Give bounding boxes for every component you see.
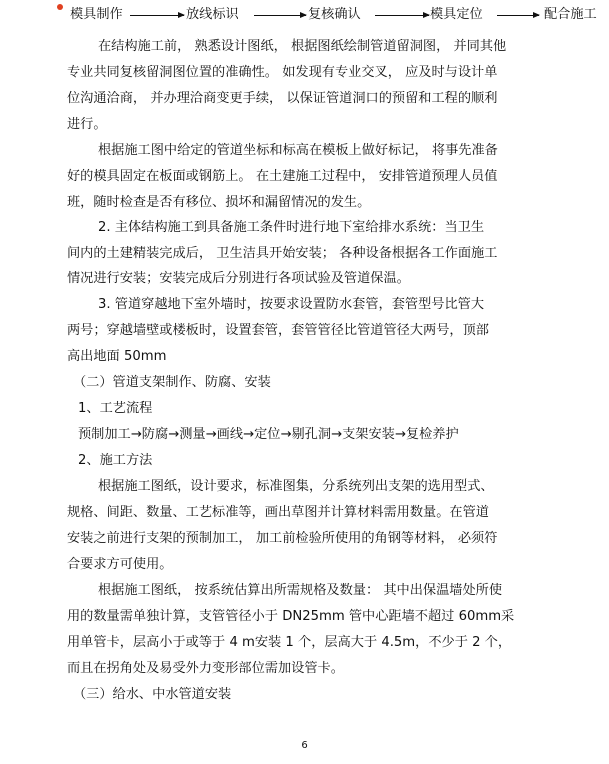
text-line: 根据施工图纸，设计要求，标准图集，分系统列出支架的选用型式、 xyxy=(98,479,494,494)
arrow-right-icon xyxy=(497,15,539,16)
flow-step: 配合施工 xyxy=(544,7,597,22)
corner-mark xyxy=(57,4,63,10)
text-line: 在结构施工前， 熟悉设计图纸， 根据图纸绘制管道留洞图， 并同其他 xyxy=(98,39,507,54)
section-heading: （三）给水、中水管道安装 xyxy=(73,687,232,702)
subsection-heading: 1、工艺流程 xyxy=(78,401,153,416)
text-line: 2. 主体结构施工到具备施工条件时进行地下室给排水系统：当卫生 xyxy=(98,220,485,235)
text-line: 用单管卡，层高小于或等于 4 m安装 1 个，层高大于 4.5m，不少于 2 个， xyxy=(67,635,512,650)
flow-step: 复核确认 xyxy=(308,7,361,22)
text-line: 情况进行安装；安装完成后分别进行各项试验及管道保温。 xyxy=(67,271,410,286)
arrow-right-icon xyxy=(375,15,429,16)
arrow-right-icon xyxy=(254,15,306,16)
text-line: 班，随时检查是否有移位、损坏和漏留情况的发生。 xyxy=(67,195,371,210)
flow-step: 放线标识 xyxy=(186,7,239,22)
text-line: 两号；穿越墙壁或楼板时，设置套管，套管管径比管道管径大两号，顶部 xyxy=(67,323,489,338)
arrow-right-icon xyxy=(130,15,184,16)
text-line: 专业共同复核留洞图位置的准确性。 如发现有专业交叉， 应及时与设计单 xyxy=(67,65,498,80)
text-line: 预制加工→防腐→测量→画线→定位→剔孔洞→支架安装→复检养护 xyxy=(78,427,459,442)
text-line: 合要求方可使用。 xyxy=(67,557,173,572)
text-line: 3. 管道穿越地下室外墙时，按要求设置防水套管，套管型号比管大 xyxy=(98,297,485,312)
page-number: 6 xyxy=(301,740,308,751)
text-line: 进行。 xyxy=(67,117,107,132)
flow-step: 模具定位 xyxy=(430,7,483,22)
text-line: 根据施工图纸， 按系统估算出所需规格及数量： 其中出保温墙处所使 xyxy=(98,583,503,598)
text-line: 而且在拐角处及易受外力变形部位需加设管卡。 xyxy=(67,661,344,676)
text-line: 根据施工图中给定的管道坐标和标高在模板上做好标记， 将事先准备 xyxy=(98,143,498,158)
text-line: 好的模具固定在板面或钢筋上。 在土建施工过程中， 安排管道预理人员值 xyxy=(67,169,498,184)
flow-step: 模具制作 xyxy=(70,7,123,22)
section-heading: （二）管道支架制作、防腐、安装 xyxy=(73,375,271,390)
text-line: 位沟通洽商， 并办理洽商变更手续， 以保证管道洞口的预留和工程的顺利 xyxy=(67,91,498,106)
text-line: 间内的土建精装完成后， 卫生洁具开始安装； 各种设备根据各工作面施工 xyxy=(67,246,498,261)
text-line: 规格、间距、数量、工艺标准等，画出草图并计算材料需用数量。在管道 xyxy=(67,505,489,520)
text-line: 安装之前进行支架的预制加工， 加工前检验所使用的角钢等材料， 必须符 xyxy=(67,531,498,546)
subsection-heading: 2、施工方法 xyxy=(78,453,153,468)
text-line: 高出地面 50mm xyxy=(67,349,167,364)
text-line: 用的数量需单独计算，支管管径小于 DN25mm 管中心距墙不超过 60mm采 xyxy=(67,609,515,624)
